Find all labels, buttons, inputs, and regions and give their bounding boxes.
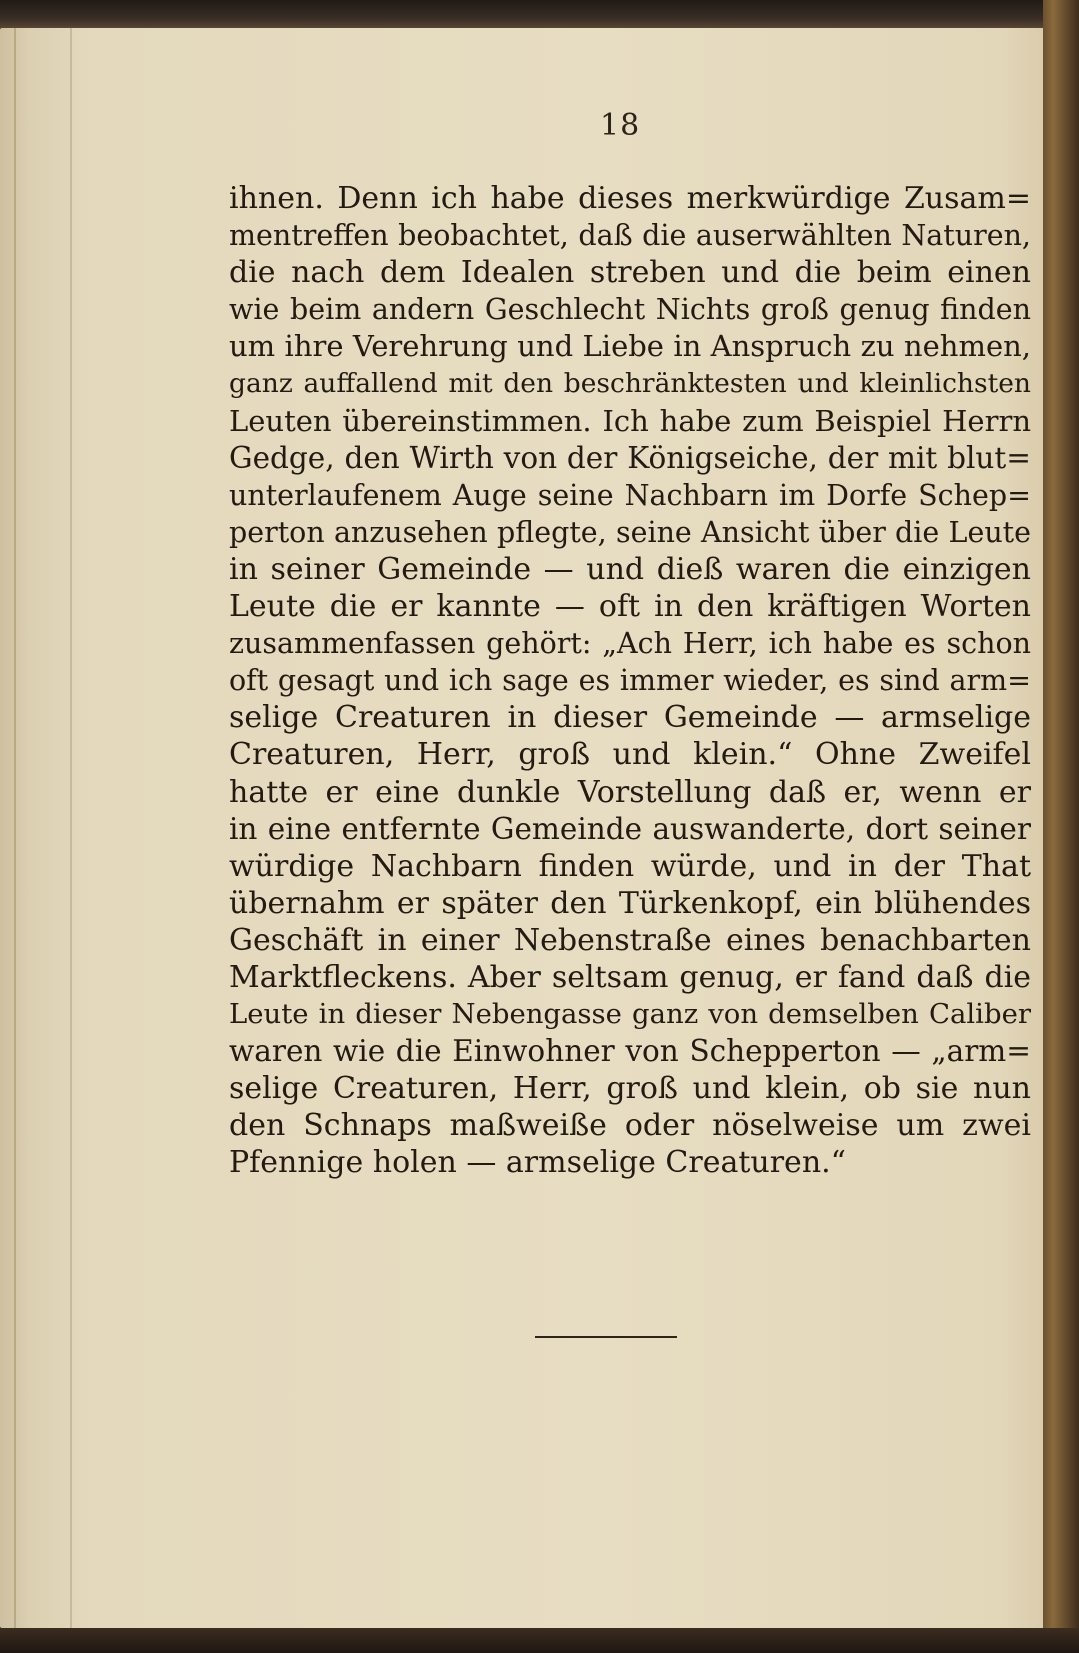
page-number: 18	[600, 108, 641, 143]
spine-shadow-line	[14, 28, 16, 1628]
text-line: ihnen. Denn ich habe dieses merkwürdige Zusam=	[229, 181, 1031, 216]
text-line: übernahm er später den Türkenkopf, ein blühendes	[229, 885, 1031, 921]
book-top-edge	[0, 0, 1079, 28]
text-line: Pfennige holen — armselige Creaturen.“	[229, 1145, 847, 1181]
book-right-edge	[1043, 0, 1079, 1653]
text-line: würdige Nachbarn finden würde, und in der That	[229, 848, 1031, 884]
text-line: zusammenfassen gehört: „Ach Herr, ich habe es schon	[229, 627, 1031, 661]
text-line: Creaturen, Herr, groß und klein.“ Ohne Zweifel	[229, 737, 1031, 773]
text-line: den Schnaps maßweiße oder nöselweise um zwei	[229, 1108, 1031, 1144]
text-line: Marktfleckens. Aber seltsam genug, er fand daß die	[229, 959, 1031, 995]
text-line: Leuten übereinstimmen. Ich habe zum Beispiel Herrn	[229, 403, 1031, 438]
book-bottom-edge	[0, 1628, 1079, 1653]
text-line: die nach dem Idealen streben und die beim einen	[229, 255, 1031, 291]
text-line: selige Creaturen in dieser Gemeinde — armselige	[229, 700, 1031, 736]
text-line: in seiner Gemeinde — und dieß waren die einzigen	[229, 551, 1031, 587]
text-line: mentreffen beobachtet, daß die auserwählten Naturen,	[229, 219, 1031, 253]
text-line: Leute in dieser Nebengasse ganz von demselben Caliber	[229, 998, 1031, 1031]
text-line: selige Creaturen, Herr, groß und klein, ob sie nun	[229, 1071, 1031, 1107]
body-text	[229, 180, 1031, 1182]
text-line: ganz auffallend mit den beschränktesten und kleinlichsten	[229, 368, 1031, 400]
text-line: Geschäft in einer Nebenstraße eines benachbarten	[229, 922, 1031, 958]
text-line: perton anzusehen pflegte, seine Ansicht über die Leute	[229, 515, 1031, 549]
gutter-line	[70, 28, 72, 1628]
text-line: oft gesagt und ich sage es immer wieder, es sind arm=	[229, 664, 1031, 698]
text-line: wie beim andern Geschlecht Nichts groß genug finden	[229, 293, 1031, 327]
text-line: unterlaufenem Auge seine Nachbarn im Dorfe Schep=	[229, 478, 1031, 512]
text-line: hatte er eine dunkle Vorstellung daß er, wenn er	[229, 774, 1031, 810]
text-line: Gedge, den Wirth von der Königseiche, der mit blut=	[229, 440, 1031, 475]
text-line: in eine entfernte Gemeinde auswanderte, dort seiner	[229, 811, 1031, 846]
text-line: um ihre Verehrung und Liebe in Anspruch zu nehmen,	[229, 329, 1031, 364]
text-line: waren wie die Einwohner von Schepperton — „arm=	[229, 1034, 1031, 1069]
section-end-rule	[535, 1336, 677, 1338]
text-line: Leute die er kannte — oft in den kräftigen Worten	[229, 589, 1031, 625]
